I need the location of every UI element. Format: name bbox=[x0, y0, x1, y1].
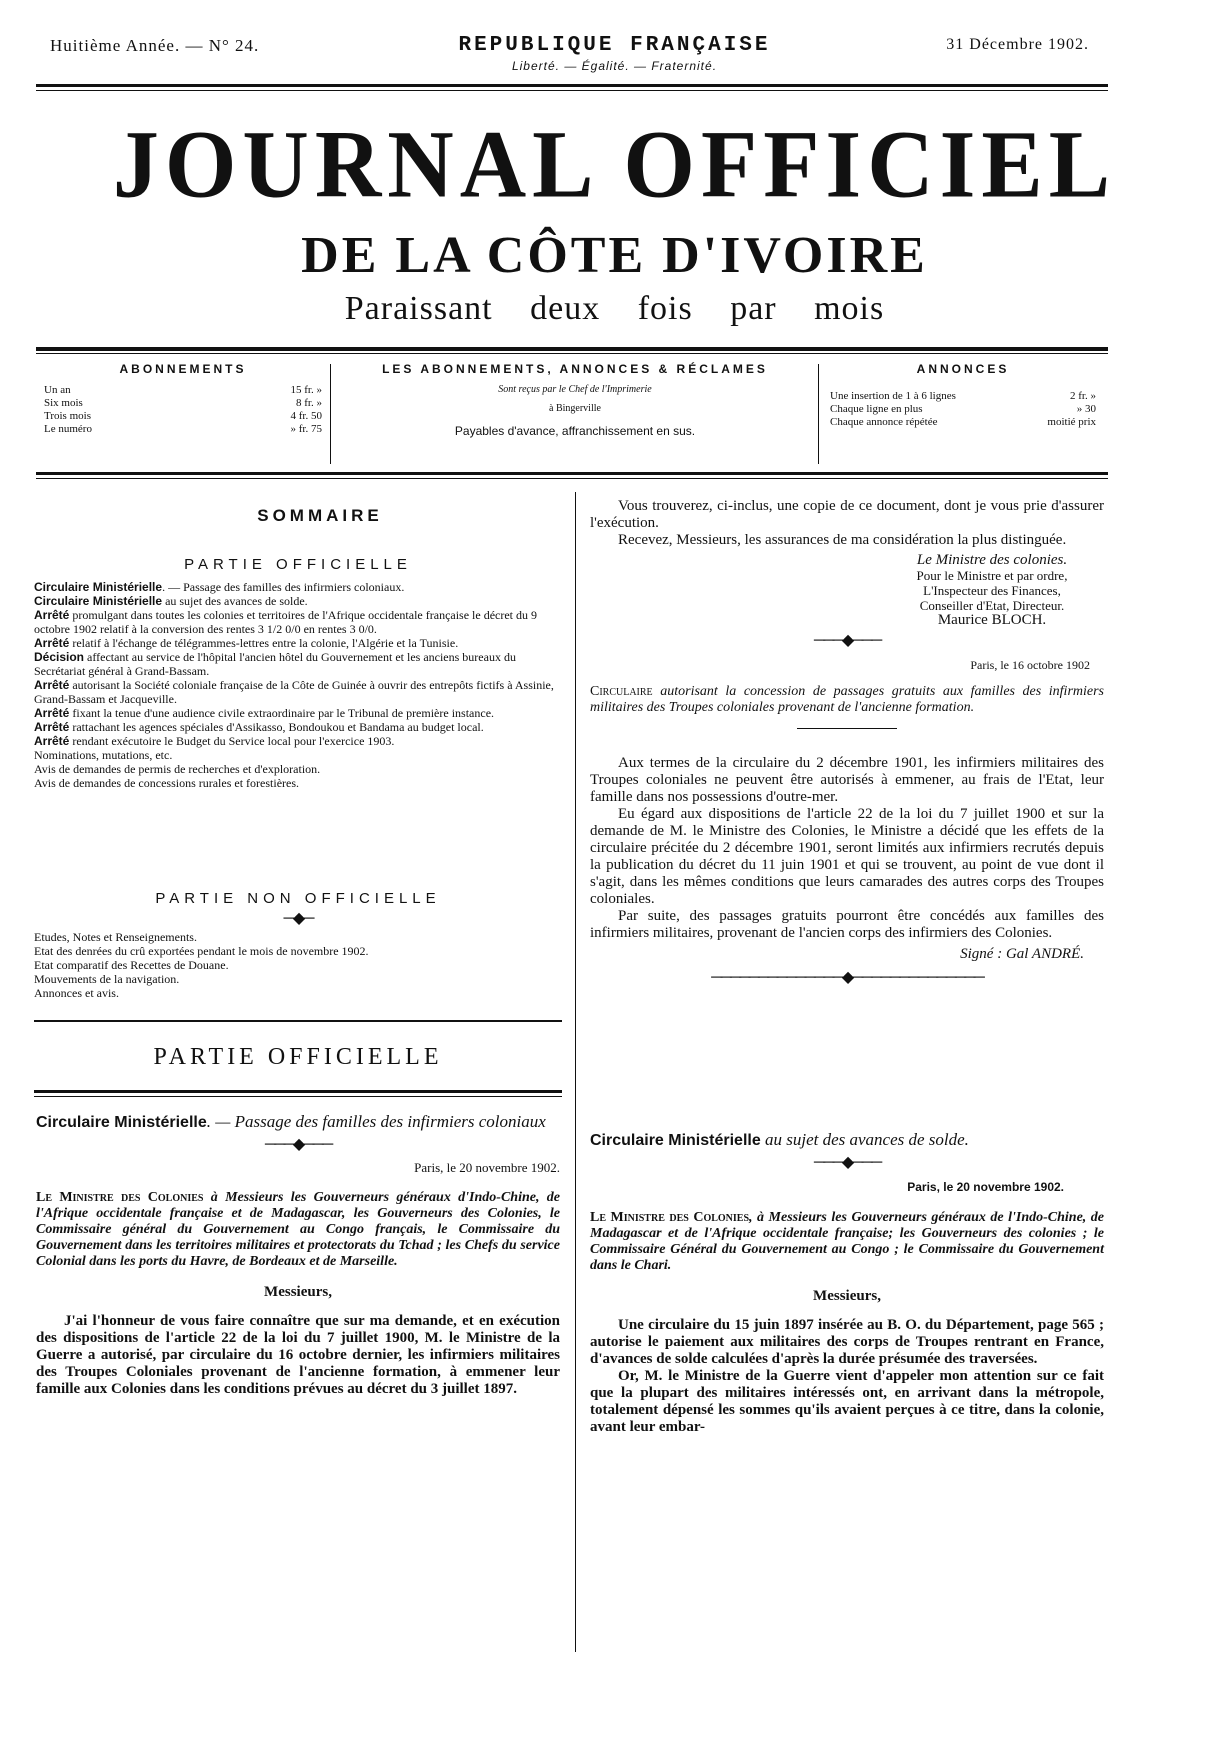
article-heading bbox=[590, 1130, 1104, 1150]
toc-item bbox=[34, 734, 562, 748]
toc-text: rendant exécutoire le Budget du Service local pour l'exercice 1903. bbox=[69, 734, 395, 748]
signature-line: Pour le Ministre et par ordre, bbox=[916, 568, 1068, 583]
left-article bbox=[36, 1112, 560, 1398]
price-row bbox=[830, 416, 1096, 429]
nonofficial-part-heading: PARTIE NON OFFICIELLE bbox=[155, 890, 441, 907]
price-label: Le numéro bbox=[44, 423, 92, 435]
signature-line: L'Inspecteur des Finances, bbox=[923, 583, 1061, 598]
article-paragraph: Vous trouverez, ci-inclus, une copie de ce document, dont je vous prie d'assurer l'exécution. bbox=[590, 498, 1104, 531]
toc-key: Arrêté bbox=[34, 636, 70, 650]
notice-payment: Payables d'avance, affranchissement en sus. bbox=[454, 424, 696, 438]
toc-text: Avis de demandes de permis de recherches et d'exploration. bbox=[34, 762, 321, 776]
sommaire-nonofficial-list bbox=[34, 930, 562, 1000]
divider bbox=[36, 472, 1108, 475]
republic-title: REPUBLIQUE FRANÇAISE bbox=[458, 34, 771, 57]
box-divider bbox=[330, 364, 331, 464]
notice-line: Sont reçus par le Chef de l'Imprimerie bbox=[498, 384, 652, 395]
issue-number: Huitième Année. — N° 24. bbox=[50, 36, 260, 55]
official-part-heading: PARTIE OFFICIELLE bbox=[184, 556, 412, 573]
price-label: Un an bbox=[44, 384, 71, 396]
notice-line: à Bingerville bbox=[549, 403, 601, 414]
toc-key: Arrêté bbox=[34, 608, 70, 622]
addressee-sc: Le Ministre des Colonies bbox=[36, 1190, 204, 1205]
divider bbox=[36, 347, 1108, 351]
signature-block bbox=[880, 553, 1104, 628]
toc-item bbox=[34, 720, 562, 734]
toc-key: Décision bbox=[34, 650, 85, 664]
price-value: 8 fr. » bbox=[296, 397, 322, 409]
toc-item bbox=[34, 594, 562, 608]
addressee bbox=[36, 1190, 560, 1270]
article-heading-rest: au sujet des avances de solde. bbox=[760, 1130, 969, 1149]
article-paragraph: Or, M. le Ministre de la Guerre vient d'appeler mon attention sur ce fait que la plupart des militaires intéressés ont, en arrivant dans la métropole, totalement dépensé les sommes qu'ils avaient perçues à ce titre, dans la colonie, avant leur embar- bbox=[590, 1368, 1104, 1435]
toc-text: affectant au service de l'hôpital l'ancien hôtel du Gouvernement et les anciens bureaux du Secrétariat général à Grand-Bassam. bbox=[34, 650, 516, 678]
toc-item: Etat des denrées du crû exportées pendant le mois de novembre 1902. bbox=[34, 944, 369, 958]
price-row bbox=[830, 390, 1096, 403]
divider bbox=[34, 1090, 562, 1093]
signature-title: Le Ministre des colonies. bbox=[916, 552, 1068, 568]
toc-key: Arrêté bbox=[34, 678, 70, 692]
toc-text: Nominations, mutations, etc. bbox=[34, 748, 173, 762]
divider bbox=[36, 90, 1108, 91]
ornament: ───◆─── bbox=[813, 1154, 881, 1171]
article-paragraph: J'ai l'honneur de vous faire connaître que sur ma demande, et en exécution des dispositions de l'article 22 de la loi du 7 juillet 1900, M. le Ministre de la Guerre a autorisé, par circulaire du 16 octobre dernier, les infirmiers militaires des Troupes Coloniales provenant de l'ancienne formation, à emmener leur famille aux Colonies dans les conditions prévues au décret du 3 juillet 1897. bbox=[36, 1313, 560, 1397]
salutation: Messieurs, bbox=[264, 1284, 332, 1300]
article-heading-rest: . — Passage des familles des infirmiers coloniaux bbox=[206, 1112, 546, 1131]
toc-text: . — Passage des familles des infirmiers coloniaux. bbox=[162, 580, 405, 594]
section-heading: PARTIE OFFICIELLE bbox=[153, 1044, 443, 1070]
salutation: Messieurs, bbox=[813, 1288, 881, 1304]
dateline: Paris, le 20 novembre 1902. bbox=[414, 1160, 560, 1175]
toc-key: Arrêté bbox=[34, 706, 70, 720]
article-heading bbox=[36, 1112, 560, 1132]
divider bbox=[797, 728, 897, 729]
dateline: Paris, le 16 octobre 1902 bbox=[970, 658, 1090, 672]
toc-item bbox=[34, 748, 562, 762]
ornament: ───◆─── bbox=[264, 1136, 332, 1153]
notice-box bbox=[340, 362, 810, 438]
journal-title: JOURNAL OFFICIEL bbox=[112, 110, 1117, 218]
price-label: Trois mois bbox=[44, 410, 91, 422]
toc-text: autorisant la Société coloniale française de la Côte de Guinée à ouvrir des entrepôts fictifs à Assinie, Grand-Bassam et Jacqueville. bbox=[34, 678, 554, 706]
price-value: moitié prix bbox=[1047, 416, 1096, 428]
toc-item: Mouvements de la navigation. bbox=[34, 972, 180, 986]
toc-item bbox=[34, 608, 562, 636]
addressee-sc: Le Ministre des Colonies bbox=[590, 1210, 750, 1225]
divider bbox=[34, 1096, 562, 1097]
ads-title: ANNONCES bbox=[916, 362, 1010, 376]
price-label: Une insertion de 1 à 6 lignes bbox=[830, 390, 956, 402]
toc-item bbox=[34, 776, 562, 790]
price-row bbox=[44, 397, 322, 410]
notice-title: LES ABONNEMENTS, ANNONCES & RÉCLAMES bbox=[382, 362, 768, 376]
toc-key: Circulaire Ministérielle bbox=[34, 580, 163, 594]
right-article bbox=[590, 1130, 1104, 1436]
dateline: Paris, le 20 novembre 1902. bbox=[907, 1180, 1064, 1194]
toc-text: Avis de demandes de concessions rurales et forestières. bbox=[34, 776, 300, 790]
toc-text: au sujet des avances de solde. bbox=[162, 594, 308, 608]
republic-motto: Liberté. — Égalité. — Fraternité. bbox=[511, 59, 718, 73]
toc-item: Etat comparatif des Recettes de Douane. bbox=[34, 958, 229, 972]
subscriptions-title: ABONNEMENTS bbox=[119, 362, 247, 376]
toc-text: relatif à l'échange de télégrammes-lettres entre la colonie, l'Algérie et la Tunisie. bbox=[69, 636, 459, 650]
toc-text: promulgant dans toutes les colonies et territoires de l'Afrique occidentale française le décret du 9 octobre 1902 relatif à la conversion des rentes 3 1/2 0/0 en rentes 3 0/0. bbox=[34, 608, 538, 636]
addressee-text: , à Messieurs les Gouverneurs généraux de l'Indo-Chine, de Madagascar et de l'Afrique occidentale française; les Gouverneurs des colonies ; le Commissaire Général du Gouvernement au Congo ; le Commissaire du Gouvernement dans le Chari. bbox=[590, 1210, 1105, 1273]
publication-frequency: Paraissant deux fois par mois bbox=[344, 290, 885, 327]
right-column-continuation bbox=[590, 498, 1104, 992]
divider bbox=[36, 478, 1108, 479]
price-row bbox=[44, 410, 322, 423]
toc-text: fixant la tenue d'une audience civile extraordinaire par le Tribunal de première instance. bbox=[69, 706, 495, 720]
toc-text: rattachant les agences spéciales d'Assikasso, Bondoukou et Bandama au budget local. bbox=[69, 720, 484, 734]
toc-item bbox=[34, 762, 562, 776]
toc-item bbox=[34, 678, 562, 706]
toc-key: Arrêté bbox=[34, 720, 70, 734]
price-row bbox=[44, 423, 322, 436]
sommaire-official-list bbox=[34, 580, 562, 790]
toc-item bbox=[34, 636, 562, 650]
ornament: ──────────────◆────────────── bbox=[711, 969, 983, 986]
ornament: ─◆─ bbox=[283, 910, 313, 927]
signature-line: Conseiller d'Etat, Directeur. bbox=[919, 598, 1065, 613]
divider bbox=[34, 1020, 562, 1022]
price-value: 2 fr. » bbox=[1070, 390, 1096, 402]
subscriptions-box bbox=[44, 362, 322, 436]
sommaire-title: SOMMAIRE bbox=[257, 506, 383, 525]
signed: Signé : Gal ANDRÉ. bbox=[960, 946, 1084, 962]
article-paragraph: Aux termes de la circulaire du 2 décembre 1901, les infirmiers militaires des Troupes coloniales ne peuvent être autorisés à emmener, au frais de l'Etat, leur famille dans nos possessions d'outre-mer. bbox=[590, 755, 1104, 805]
divider bbox=[36, 353, 1108, 354]
addressee-text: à Messieurs les Gouverneurs généraux d'Indo-Chine, de l'Afrique occidentale française et de Madagascar, les Gouverneurs des Colonies, le Commissaire général du Gouvernement au Congo français, le Commissaire du Gouvernement dans les territoires militaires et protectorats du Tchad ; les Chefs du service Colonial dans les ports du Havre, de Bordeaux et de Marseille. bbox=[36, 1190, 560, 1269]
article-paragraph: Par suite, des passages gratuits pourront être concédés aux familles des infirmiers militaires, provenant de l'ancien corps des infirmiers des Colonies. bbox=[590, 908, 1104, 941]
toc-key: Circulaire Ministérielle bbox=[34, 594, 163, 608]
price-value: » 30 bbox=[1076, 403, 1096, 415]
price-value: 4 fr. 50 bbox=[290, 410, 322, 422]
article-paragraph: Recevez, Messieurs, les assurances de ma considération la plus distinguée. bbox=[618, 532, 1067, 548]
circular-sc: Circulaire bbox=[590, 684, 653, 699]
toc-item: Annonces et avis. bbox=[34, 986, 119, 1000]
box-divider bbox=[818, 364, 819, 464]
price-value: » fr. 75 bbox=[290, 423, 322, 435]
ornament: ───◆─── bbox=[813, 632, 881, 649]
price-label: Chaque annonce répétée bbox=[830, 416, 938, 428]
article-heading-bold: Circulaire Ministérielle bbox=[590, 1132, 761, 1149]
issue-date: 31 Décembre 1902. bbox=[946, 36, 1089, 53]
article-heading-bold: Circulaire Ministérielle bbox=[36, 1114, 207, 1131]
column-divider bbox=[575, 492, 576, 1652]
article-paragraph: Eu égard aux dispositions de l'article 22 de la loi du 7 juillet 1900 et sur la demande de M. le Ministre des Colonies, le Ministre a décidé que les effets de la circulaire précitée du 2 décembre 1901, seront limités aux infirmiers recrutés depuis la publication du décret du 11 juin 1901 et qui se trouvent, au point de vue dont il s'agit, dans les mêmes conditions que leurs camarades des autres corps des Troupes coloniales. bbox=[590, 806, 1104, 907]
article-paragraph: Une circulaire du 15 juin 1897 insérée au B. O. du Département, page 565 ; autorise le paiement aux militaires des corps de Troupes rentrant en France, d'avances de solde calculées d'après la durée présumée des traversées. bbox=[590, 1317, 1104, 1367]
price-row bbox=[830, 403, 1096, 416]
circular-title bbox=[590, 684, 1104, 716]
addressee bbox=[590, 1210, 1104, 1274]
toc-key: Arrêté bbox=[34, 734, 70, 748]
price-label: Six mois bbox=[44, 397, 83, 409]
circular-title-text: autorisant la concession de passages gratuits aux familles des infirmiers militaires des Troupes coloniales provenant de l'ancienne formation. bbox=[590, 684, 1104, 715]
toc-item: Etudes, Notes et Renseignements. bbox=[34, 930, 197, 944]
price-value: 15 fr. » bbox=[290, 384, 322, 396]
signature-name: Maurice BLOCH. bbox=[937, 612, 1047, 628]
price-label: Chaque ligne en plus bbox=[830, 403, 923, 415]
ads-box bbox=[830, 362, 1096, 429]
divider bbox=[36, 84, 1108, 87]
price-row bbox=[44, 384, 322, 397]
toc-item bbox=[34, 650, 562, 678]
toc-item bbox=[34, 706, 562, 720]
toc-item bbox=[34, 580, 562, 594]
journal-subtitle: DE LA CÔTE D'IVOIRE bbox=[301, 227, 928, 284]
